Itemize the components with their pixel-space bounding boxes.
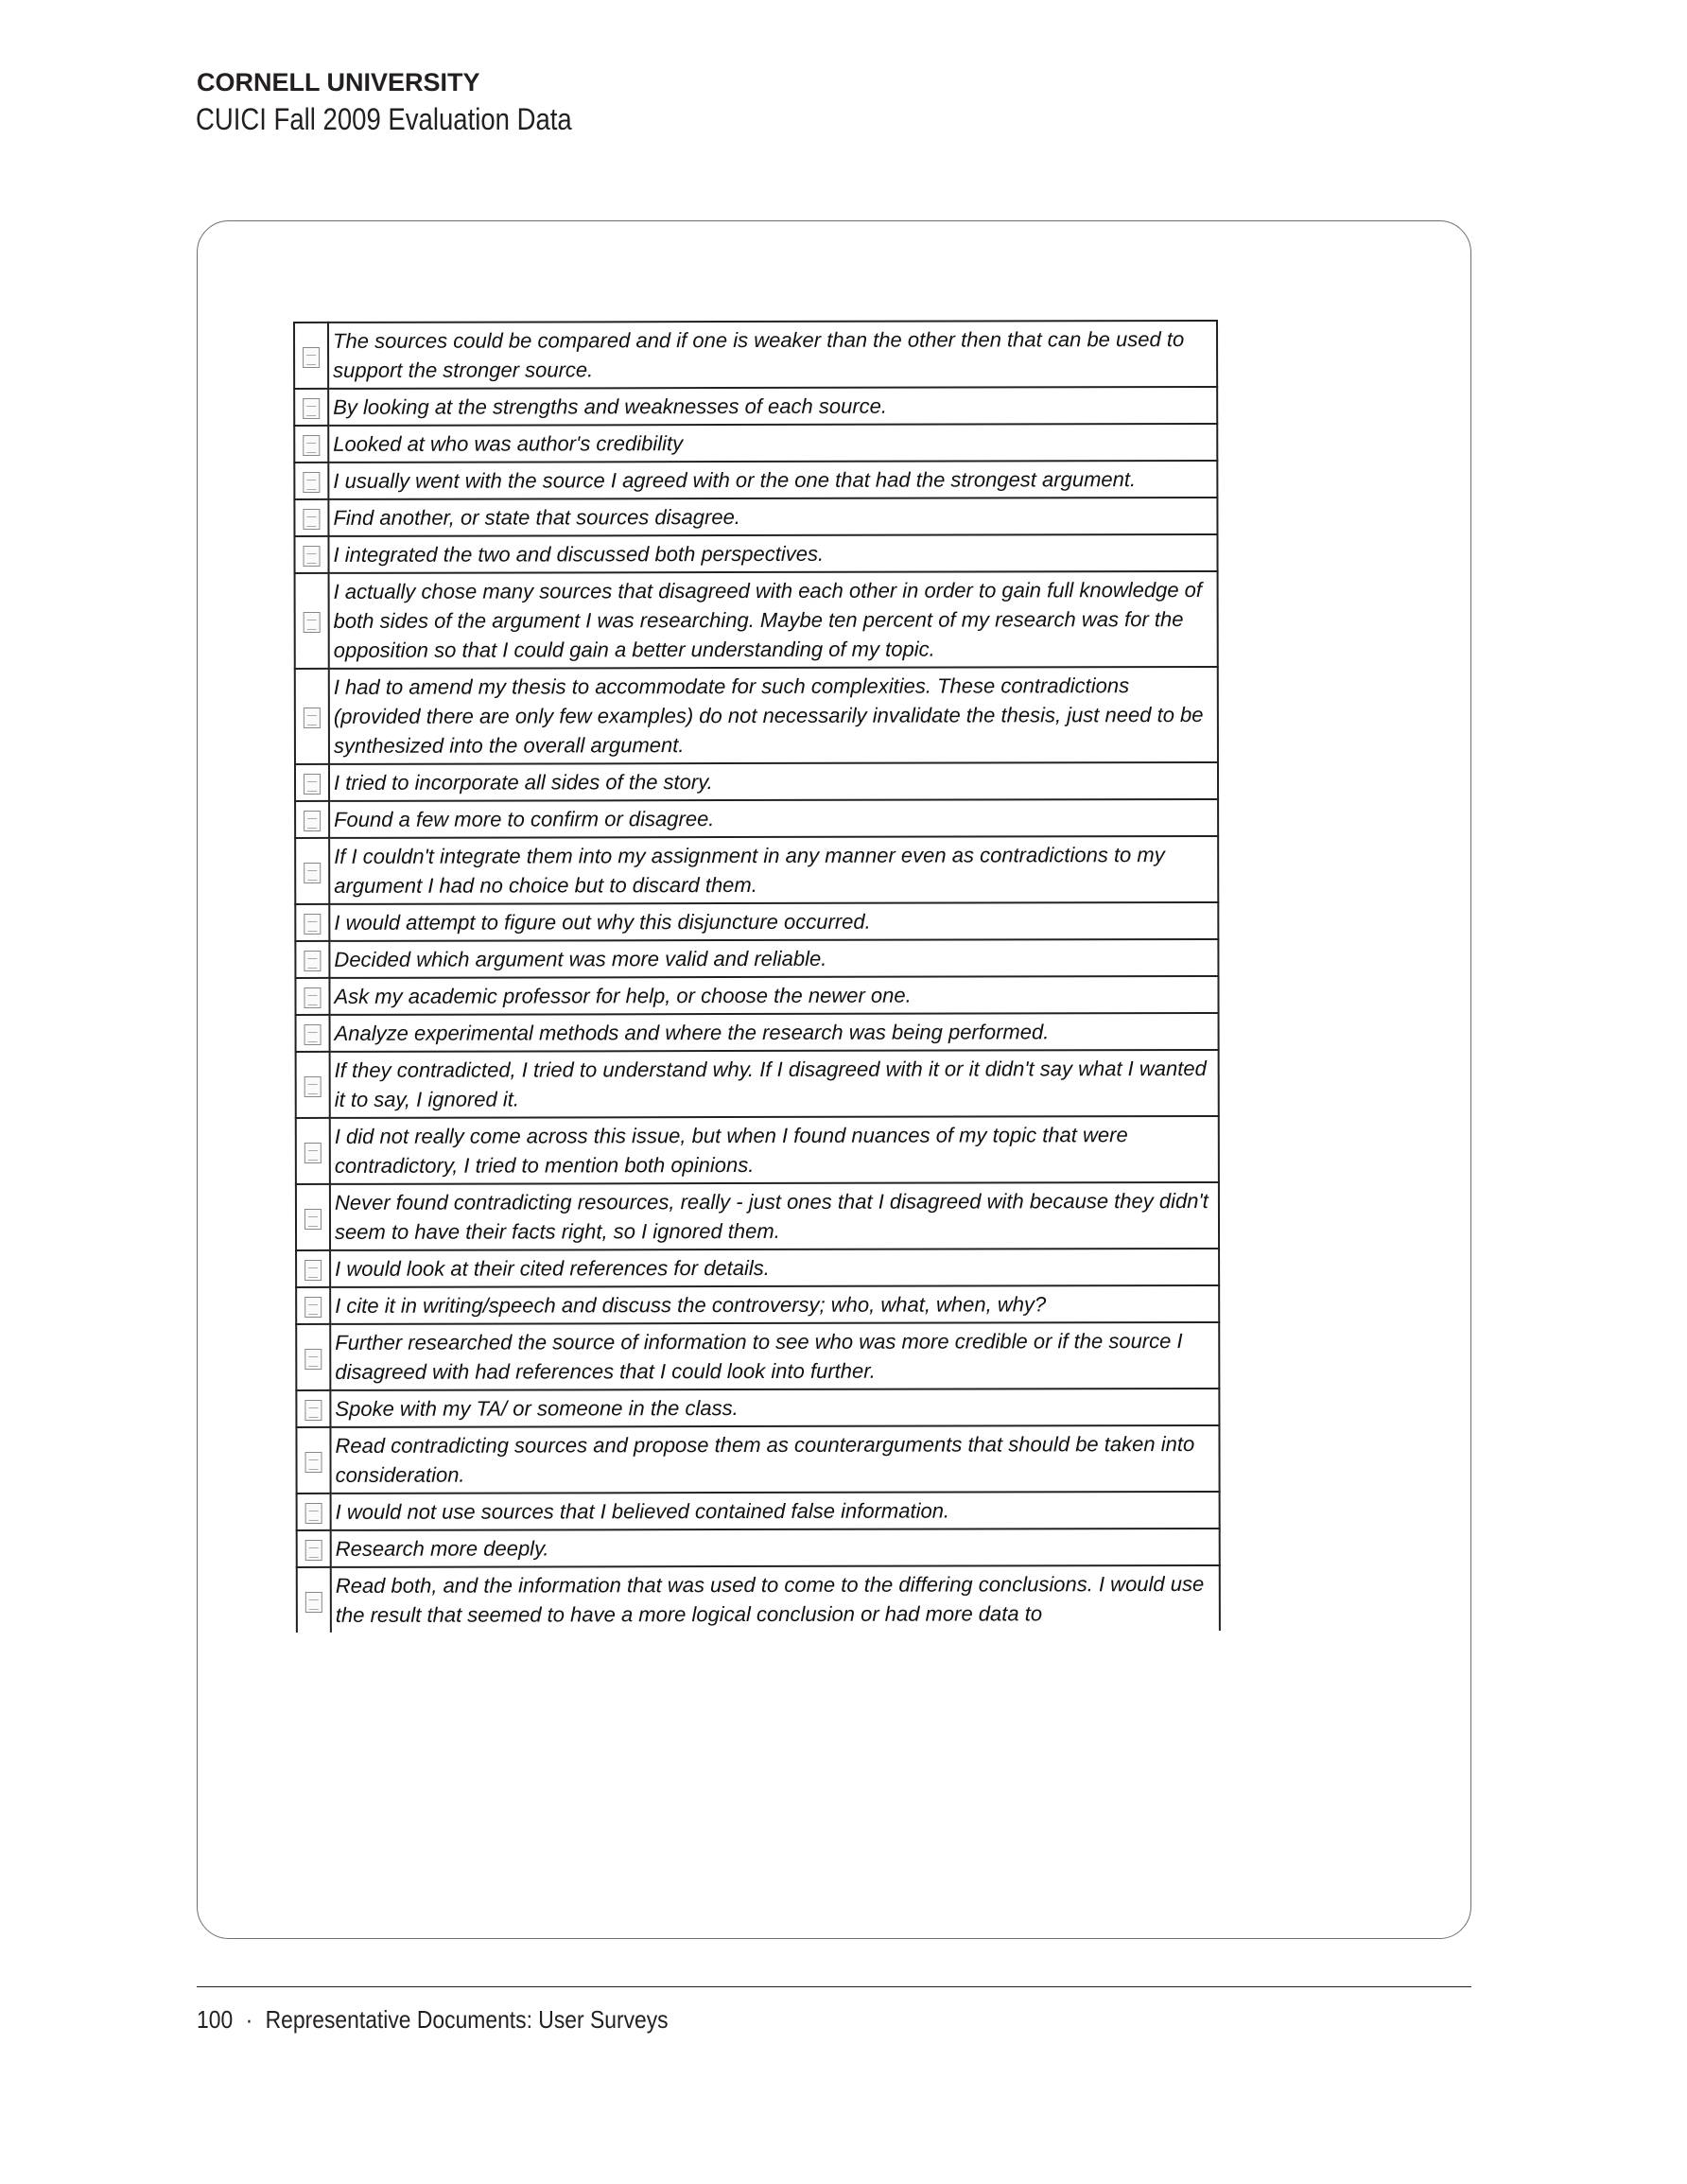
icon-cell — [296, 1118, 330, 1184]
response-text: If I couldn't integrate them into my assignment in any manner even as contradictions to my argument I had no choice but to discard them. — [329, 836, 1218, 904]
document-icon — [303, 509, 320, 530]
table-row — [294, 534, 1217, 573]
icon-cell — [295, 801, 329, 838]
response-text: Never found contradicting resources, really - just ones that I disagreed with because they didn't seem to have their facts right, so I ignored them. — [330, 1182, 1219, 1250]
document-icon — [304, 987, 321, 1008]
document-icon — [305, 1503, 322, 1524]
icon-cell — [295, 941, 329, 978]
document-icon — [304, 1400, 322, 1421]
table-row — [294, 321, 1217, 389]
table-row — [295, 667, 1218, 764]
table-row — [296, 1116, 1219, 1184]
document-icon — [303, 398, 320, 419]
response-text: Read both, and the information that was used to come to the differing conclusions. I would use the result that seemed to have a more logical conclusion or had more data to — [331, 1565, 1220, 1633]
icon-cell — [296, 1052, 330, 1118]
icon-cell — [296, 1184, 330, 1250]
response-text: I had to amend my thesis to accommodate for such complexities. These contradictions (provided there are only few examples) do not necessarily invalidate the thesis, just need to be synthesized into the overall argument. — [329, 667, 1218, 764]
icon-cell — [296, 1324, 330, 1390]
table-row — [295, 799, 1218, 838]
icon-cell — [295, 764, 329, 801]
table-row — [294, 387, 1217, 426]
table-row — [296, 1389, 1219, 1427]
document-icon — [304, 774, 321, 795]
icon-cell — [295, 904, 329, 941]
table-row — [297, 1565, 1220, 1633]
table-row — [294, 424, 1217, 463]
document-icon — [303, 472, 320, 493]
table-row — [296, 1249, 1219, 1287]
table-row — [297, 1492, 1220, 1530]
icon-cell — [294, 426, 328, 463]
table-row — [297, 1529, 1220, 1567]
response-text: By looking at the strengths and weaknesses of each source. — [328, 387, 1217, 426]
document-icon — [305, 1540, 322, 1561]
icon-cell — [297, 1494, 331, 1530]
table-row — [296, 1322, 1219, 1390]
icon-cell — [297, 1530, 331, 1567]
document-icon — [304, 708, 321, 728]
table-row — [295, 836, 1218, 904]
icon-cell — [296, 1427, 330, 1494]
icon-cell — [294, 536, 328, 573]
document-icon — [305, 1592, 322, 1613]
icon-cell — [295, 838, 329, 904]
table-row — [295, 939, 1218, 978]
document-icon — [304, 612, 321, 633]
document-icon — [304, 1143, 322, 1163]
response-text: Further researched the source of information to see who was more credible or if the source I disagreed with had references that I could look into further. — [330, 1322, 1219, 1390]
response-text: Research more deeply. — [331, 1529, 1220, 1567]
footer-rule — [197, 1986, 1471, 1987]
table-row — [296, 1182, 1219, 1250]
footer-section: Representative Documents: User Surveys — [265, 2005, 669, 2034]
table-row — [295, 762, 1218, 801]
document-icon — [304, 863, 321, 883]
response-text: Ask my academic professor for help, or choose the newer one. — [329, 976, 1218, 1015]
table-row — [296, 1050, 1219, 1118]
footer-separator: · — [245, 2005, 253, 2034]
icon-cell — [297, 1567, 331, 1633]
document-icon — [303, 347, 320, 368]
document-title: CUICI Fall 2009 Evaluation Data — [196, 102, 572, 136]
responses-table — [293, 320, 1221, 1633]
response-text: I would look at their cited references for details. — [330, 1249, 1219, 1287]
response-text: I cite it in writing/speech and discuss the controversy; who, what, when, why? — [330, 1285, 1219, 1324]
document-icon — [304, 811, 321, 831]
table-row — [295, 902, 1218, 941]
icon-cell — [295, 978, 329, 1015]
document-icon — [303, 435, 320, 456]
table-row — [295, 571, 1218, 669]
response-text: Find another, or state that sources disagree. — [328, 498, 1217, 536]
icon-cell — [294, 463, 328, 499]
response-text: I did not really come across this issue, but when I found nuances of my topic that were contradictory, I tried to mention both opinions. — [330, 1116, 1219, 1184]
icon-cell — [296, 1250, 330, 1287]
document-icon — [304, 1349, 322, 1370]
document-icon — [304, 1024, 322, 1045]
response-text: Looked at who was author's credibility — [328, 424, 1217, 463]
response-text: Analyze experimental methods and where the research was being performed. — [330, 1013, 1219, 1052]
document-icon — [305, 1452, 322, 1473]
response-text: I would attempt to figure out why this disjuncture occurred. — [329, 902, 1218, 941]
document-icon — [304, 1076, 322, 1097]
document-icon — [304, 1260, 322, 1281]
response-text: Decided which argument was more valid and reliable. — [329, 939, 1218, 978]
table-row — [294, 461, 1217, 499]
icon-cell — [296, 1390, 330, 1427]
table-row — [295, 976, 1218, 1015]
table-row — [296, 1013, 1219, 1052]
response-text: I usually went with the source I agreed with or the one that had the strongest argument. — [328, 461, 1217, 499]
table-row — [296, 1285, 1219, 1324]
icon-cell — [294, 499, 328, 536]
document-icon — [304, 914, 321, 935]
icon-cell — [296, 1015, 330, 1052]
response-text: I would not use sources that I believed contained false information. — [331, 1492, 1220, 1530]
response-text: Spoke with my TA/ or someone in the class. — [330, 1389, 1219, 1427]
response-text: I actually chose many sources that disagreed with each other in order to gain full knowledge of both sides of the argument I was researching. Maybe ten percent of my research was for the opposition so that I could gain a better understanding of my topic. — [329, 571, 1218, 669]
page-number: 100 — [197, 2005, 234, 2034]
icon-cell — [295, 669, 329, 764]
response-text: Found a few more to confirm or disagree. — [329, 799, 1218, 838]
response-text: I tried to incorporate all sides of the story. — [329, 762, 1218, 801]
response-text: Read contradicting sources and propose them as counterarguments that should be taken into consideration. — [330, 1425, 1219, 1494]
document-icon — [304, 951, 321, 971]
response-text: I integrated the two and discussed both perspectives. — [328, 534, 1217, 573]
table-row — [294, 498, 1217, 536]
response-text: If they contradicted, I tried to understand why. If I disagreed with it or it didn't say what I wanted it to say, I ignored it. — [330, 1050, 1219, 1118]
icon-cell — [295, 573, 329, 669]
table-row — [296, 1425, 1219, 1494]
icon-cell — [294, 389, 328, 426]
document-icon — [304, 1297, 322, 1318]
document-icon — [304, 1209, 322, 1230]
institution-heading: CORNELL UNIVERSITY — [197, 68, 480, 96]
icon-cell — [296, 1287, 330, 1324]
icon-cell — [294, 323, 328, 389]
page-footer — [197, 2005, 669, 2035]
response-text: The sources could be compared and if one is weaker than the other then that can be used to support the stronger source. — [328, 321, 1217, 389]
document-icon — [303, 546, 320, 567]
